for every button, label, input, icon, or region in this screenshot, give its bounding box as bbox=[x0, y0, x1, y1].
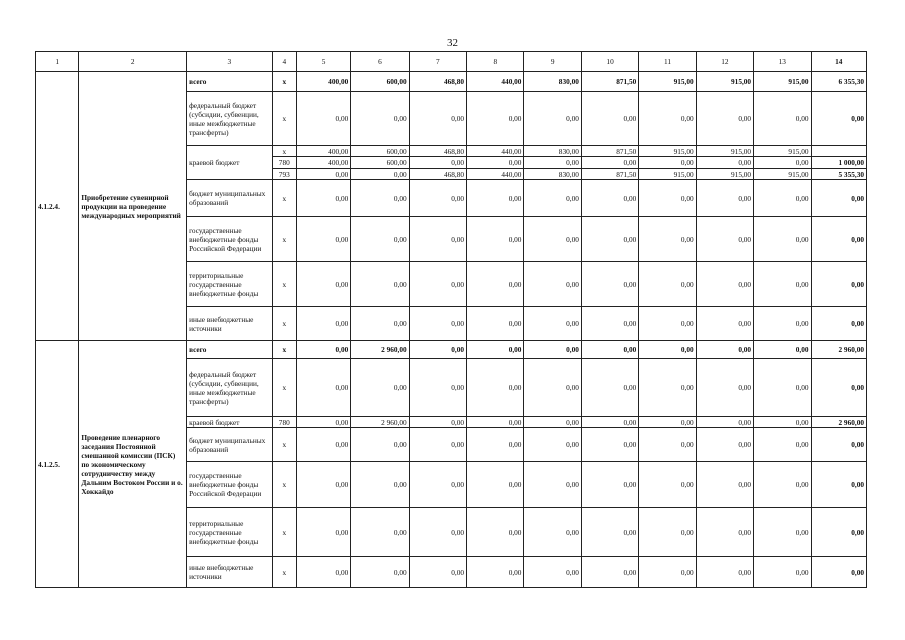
value-cell: 0,00 bbox=[696, 417, 753, 428]
value-cell: 0,00 bbox=[811, 92, 867, 146]
value-cell: 0,00 bbox=[754, 92, 811, 146]
value-cell: 440,00 bbox=[467, 169, 524, 180]
value-cell: 0,00 bbox=[351, 359, 409, 417]
value-cell: 0,00 bbox=[811, 462, 867, 508]
value-cell: 468,80 bbox=[409, 72, 466, 92]
value-cell: 600,00 bbox=[351, 146, 409, 157]
budget-code-cell: 780 bbox=[272, 157, 296, 169]
funding-source-label: бюджет муниципальных образований bbox=[187, 428, 273, 462]
value-cell: 0,00 bbox=[524, 180, 581, 217]
table-row bbox=[36, 72, 867, 92]
value-cell: 0,00 bbox=[351, 307, 409, 341]
funding-source-label: всего bbox=[187, 72, 273, 92]
value-cell: 0,00 bbox=[409, 262, 466, 307]
value-cell: 0,00 bbox=[639, 462, 696, 508]
value-cell: 400,00 bbox=[296, 146, 350, 157]
value-cell: 0,00 bbox=[409, 462, 466, 508]
item-name: Приобретение сувенирной продукции на проведение международных мероприятий bbox=[79, 72, 187, 341]
value-cell: 0,00 bbox=[296, 92, 350, 146]
value-cell: 2 960,00 bbox=[811, 341, 867, 359]
value-cell: 830,00 bbox=[524, 169, 581, 180]
value-cell: 0,00 bbox=[467, 341, 524, 359]
value-cell: 0,00 bbox=[524, 341, 581, 359]
value-cell: 0,00 bbox=[639, 428, 696, 462]
value-cell: 0,00 bbox=[409, 417, 466, 428]
value-cell: 915,00 bbox=[639, 72, 696, 92]
value-cell: 0,00 bbox=[351, 428, 409, 462]
value-cell: 0,00 bbox=[409, 341, 466, 359]
value-cell: 0,00 bbox=[754, 359, 811, 417]
budget-table bbox=[35, 51, 867, 588]
value-cell: 440,00 bbox=[467, 146, 524, 157]
col-header-11: 11 bbox=[639, 52, 696, 72]
value-cell: 0,00 bbox=[811, 359, 867, 417]
budget-code-cell: х bbox=[272, 557, 296, 588]
col-header-8: 8 bbox=[467, 52, 524, 72]
value-cell: 600,00 bbox=[351, 157, 409, 169]
table-body bbox=[36, 52, 867, 588]
value-cell: 0,00 bbox=[351, 462, 409, 508]
col-header-2: 2 bbox=[79, 52, 187, 72]
value-cell: 0,00 bbox=[467, 417, 524, 428]
value-cell: 0,00 bbox=[581, 557, 638, 588]
value-cell: 0,00 bbox=[524, 508, 581, 557]
value-cell: 0,00 bbox=[696, 428, 753, 462]
budget-code-cell: х bbox=[272, 428, 296, 462]
budget-code-cell: х bbox=[272, 262, 296, 307]
value-cell: 0,00 bbox=[754, 508, 811, 557]
value-cell: 0,00 bbox=[696, 92, 753, 146]
value-cell: 0,00 bbox=[467, 428, 524, 462]
page-number: 32 bbox=[447, 37, 458, 49]
value-cell: 468,80 bbox=[409, 146, 466, 157]
value-cell: 0,00 bbox=[639, 417, 696, 428]
item-code: 4.1.2.4. bbox=[36, 72, 79, 341]
value-cell: 2 960,00 bbox=[351, 341, 409, 359]
value-cell: 915,00 bbox=[754, 169, 811, 180]
value-cell: 0,00 bbox=[524, 462, 581, 508]
value-cell: 1 000,00 bbox=[811, 157, 867, 169]
value-cell: 0,00 bbox=[754, 417, 811, 428]
funding-source-label: территориальные государственные внебюджетные фонды bbox=[187, 508, 273, 557]
value-cell: 0,00 bbox=[524, 557, 581, 588]
value-cell: 0,00 bbox=[296, 508, 350, 557]
item-code: 4.1.2.5. bbox=[36, 341, 79, 588]
value-cell: 0,00 bbox=[296, 217, 350, 262]
value-cell: 0,00 bbox=[467, 508, 524, 557]
value-cell: 0,00 bbox=[296, 169, 350, 180]
value-cell: 0,00 bbox=[409, 307, 466, 341]
budget-code-cell: х bbox=[272, 341, 296, 359]
value-cell: 0,00 bbox=[467, 557, 524, 588]
header-row bbox=[36, 52, 867, 72]
value-cell: 0,00 bbox=[754, 217, 811, 262]
value-cell: 0,00 bbox=[639, 180, 696, 217]
value-cell: 0,00 bbox=[296, 307, 350, 341]
value-cell: 0,00 bbox=[581, 428, 638, 462]
value-cell: 0,00 bbox=[754, 307, 811, 341]
col-header-10: 10 bbox=[581, 52, 638, 72]
value-cell: 0,00 bbox=[296, 462, 350, 508]
value-cell: 0,00 bbox=[696, 359, 753, 417]
budget-code-cell: х bbox=[272, 72, 296, 92]
value-cell: 0,00 bbox=[351, 557, 409, 588]
value-cell: 0,00 bbox=[467, 262, 524, 307]
value-cell: 0,00 bbox=[524, 157, 581, 169]
value-cell: 0,00 bbox=[296, 557, 350, 588]
value-cell: 0,00 bbox=[351, 262, 409, 307]
budget-code-cell: 780 bbox=[272, 417, 296, 428]
item-name: Проведение пленарного заседания Постоянной смешанной комиссии (ПСК) по экономическому сотрудничеству между Дальним Востоком России и о. Хоккайдо bbox=[79, 341, 187, 588]
col-header-6: 6 bbox=[351, 52, 409, 72]
funding-source-label: федеральный бюджет (субсидии, субвенции, иные межбюджетные трансферты) bbox=[187, 359, 273, 417]
value-cell: 0,00 bbox=[639, 359, 696, 417]
value-cell: 915,00 bbox=[639, 169, 696, 180]
value-cell: 2 960,00 bbox=[351, 417, 409, 428]
value-cell: 0,00 bbox=[524, 217, 581, 262]
funding-source-label: бюджет муниципальных образований bbox=[187, 180, 273, 217]
value-cell: 0,00 bbox=[581, 217, 638, 262]
value-cell: 0,00 bbox=[409, 428, 466, 462]
budget-code-cell: х bbox=[272, 92, 296, 146]
value-cell: 0,00 bbox=[639, 157, 696, 169]
value-cell: 0,00 bbox=[696, 262, 753, 307]
value-cell: 0,00 bbox=[524, 417, 581, 428]
value-cell: 0,00 bbox=[467, 359, 524, 417]
value-cell: 2 960,00 bbox=[811, 417, 867, 428]
value-cell: 915,00 bbox=[696, 72, 753, 92]
value-cell: 0,00 bbox=[524, 307, 581, 341]
value-cell: 0,00 bbox=[351, 169, 409, 180]
value-cell: 0,00 bbox=[409, 359, 466, 417]
value-cell: 0,00 bbox=[639, 262, 696, 307]
value-cell: 0,00 bbox=[639, 217, 696, 262]
value-cell: 0,00 bbox=[296, 359, 350, 417]
value-cell: 0,00 bbox=[409, 508, 466, 557]
value-cell: 0,00 bbox=[296, 417, 350, 428]
col-header-7: 7 bbox=[409, 52, 466, 72]
value-cell: 0,00 bbox=[467, 462, 524, 508]
budget-code-cell: х bbox=[272, 508, 296, 557]
value-cell: 0,00 bbox=[811, 180, 867, 217]
value-cell: 0,00 bbox=[581, 508, 638, 557]
value-cell: 400,00 bbox=[296, 72, 350, 92]
value-cell: 0,00 bbox=[696, 341, 753, 359]
funding-source-label: федеральный бюджет (субсидии, субвенции, иные межбюджетные трансферты) bbox=[187, 92, 273, 146]
value-cell: 0,00 bbox=[581, 157, 638, 169]
value-cell: 0,00 bbox=[467, 217, 524, 262]
col-header-14: 14 bbox=[811, 52, 867, 72]
budget-code-cell: х bbox=[272, 307, 296, 341]
funding-source-label: государственные внебюджетные фонды Российской Федерации bbox=[187, 462, 273, 508]
value-cell: 0,00 bbox=[296, 428, 350, 462]
value-cell: 468,80 bbox=[409, 169, 466, 180]
value-cell: 0,00 bbox=[467, 180, 524, 217]
budget-code-cell: х bbox=[272, 217, 296, 262]
value-cell: 0,00 bbox=[581, 180, 638, 217]
value-cell: 0,00 bbox=[639, 341, 696, 359]
value-cell: 0,00 bbox=[696, 508, 753, 557]
value-cell: 871,50 bbox=[581, 72, 638, 92]
value-cell: 0,00 bbox=[581, 359, 638, 417]
budget-code-cell: х bbox=[272, 180, 296, 217]
table-row bbox=[36, 341, 867, 359]
value-cell: 0,00 bbox=[524, 359, 581, 417]
value-cell: 0,00 bbox=[467, 157, 524, 169]
value-cell: 0,00 bbox=[811, 262, 867, 307]
value-cell: 0,00 bbox=[524, 262, 581, 307]
budget-code-cell: х bbox=[272, 146, 296, 157]
value-cell: 915,00 bbox=[639, 146, 696, 157]
value-cell: 0,00 bbox=[351, 180, 409, 217]
value-cell: 5 355,30 bbox=[811, 169, 867, 180]
value-cell: 0,00 bbox=[696, 180, 753, 217]
value-cell: 0,00 bbox=[639, 307, 696, 341]
value-cell: 915,00 bbox=[754, 146, 811, 157]
value-cell: 0,00 bbox=[696, 217, 753, 262]
value-cell: 0,00 bbox=[639, 92, 696, 146]
value-cell: 0,00 bbox=[696, 307, 753, 341]
value-cell: 0,00 bbox=[296, 180, 350, 217]
value-cell: 0,00 bbox=[351, 217, 409, 262]
value-cell: 0,00 bbox=[581, 417, 638, 428]
value-cell: 0,00 bbox=[351, 508, 409, 557]
value-cell: 440,00 bbox=[467, 72, 524, 92]
value-cell: 0,00 bbox=[351, 92, 409, 146]
value-cell: 0,00 bbox=[581, 341, 638, 359]
col-header-9: 9 bbox=[524, 52, 581, 72]
col-header-12: 12 bbox=[696, 52, 753, 72]
budget-code-cell: х bbox=[272, 359, 296, 417]
value-cell: 0,00 bbox=[811, 508, 867, 557]
value-cell: 0,00 bbox=[467, 307, 524, 341]
value-cell: 0,00 bbox=[754, 157, 811, 169]
value-cell: 0,00 bbox=[639, 557, 696, 588]
value-cell: 0,00 bbox=[639, 508, 696, 557]
value-cell: 0,00 bbox=[811, 428, 867, 462]
funding-source-label: краевой бюджет bbox=[187, 146, 273, 180]
value-cell: 0,00 bbox=[754, 557, 811, 588]
value-cell: 0,00 bbox=[696, 557, 753, 588]
col-header-1: 1 bbox=[36, 52, 79, 72]
value-cell: 0,00 bbox=[524, 92, 581, 146]
value-cell: 0,00 bbox=[296, 341, 350, 359]
value-cell: 0,00 bbox=[696, 157, 753, 169]
value-cell: 0,00 bbox=[581, 262, 638, 307]
value-cell: 0,00 bbox=[754, 462, 811, 508]
value-cell: 0,00 bbox=[754, 180, 811, 217]
value-cell: 0,00 bbox=[581, 307, 638, 341]
funding-source-label: иные внебюджетные источники bbox=[187, 307, 273, 341]
value-cell: 0,00 bbox=[581, 92, 638, 146]
value-cell: 871,50 bbox=[581, 146, 638, 157]
value-cell: 0,00 bbox=[409, 557, 466, 588]
value-cell: 0,00 bbox=[409, 180, 466, 217]
value-cell: 830,00 bbox=[524, 72, 581, 92]
value-cell: 830,00 bbox=[524, 146, 581, 157]
funding-source-label: территориальные государственные внебюджетные фонды bbox=[187, 262, 273, 307]
value-cell: 915,00 bbox=[696, 146, 753, 157]
funding-source-label: краевой бюджет bbox=[187, 417, 273, 428]
value-cell: 0,00 bbox=[754, 341, 811, 359]
value-cell: 0,00 bbox=[409, 157, 466, 169]
value-cell: 0,00 bbox=[581, 462, 638, 508]
col-header-5: 5 bbox=[296, 52, 350, 72]
value-cell: 0,00 bbox=[811, 217, 867, 262]
value-cell: 0,00 bbox=[754, 262, 811, 307]
value-cell: 915,00 bbox=[696, 169, 753, 180]
value-cell: 0,00 bbox=[524, 428, 581, 462]
value-cell: 0,00 bbox=[467, 92, 524, 146]
value-cell: 0,00 bbox=[754, 428, 811, 462]
value-cell: 0,00 bbox=[409, 217, 466, 262]
value-cell: 6 355,30 bbox=[811, 72, 867, 92]
value-cell: 400,00 bbox=[296, 157, 350, 169]
value-cell: 871,50 bbox=[581, 169, 638, 180]
col-header-3: 3 bbox=[187, 52, 273, 72]
funding-source-label: всего bbox=[187, 341, 273, 359]
value-cell: 0,00 bbox=[811, 307, 867, 341]
budget-code-cell: 793 bbox=[272, 169, 296, 180]
value-cell bbox=[811, 146, 867, 157]
value-cell: 915,00 bbox=[754, 72, 811, 92]
value-cell: 0,00 bbox=[296, 262, 350, 307]
value-cell: 0,00 bbox=[696, 462, 753, 508]
value-cell: 600,00 bbox=[351, 72, 409, 92]
budget-code-cell: х bbox=[272, 462, 296, 508]
col-header-4: 4 bbox=[272, 52, 296, 72]
col-header-13: 13 bbox=[754, 52, 811, 72]
value-cell: 0,00 bbox=[409, 92, 466, 146]
value-cell: 0,00 bbox=[811, 557, 867, 588]
funding-source-label: государственные внебюджетные фонды Российской Федерации bbox=[187, 217, 273, 262]
funding-source-label: иные внебюджетные источники bbox=[187, 557, 273, 588]
